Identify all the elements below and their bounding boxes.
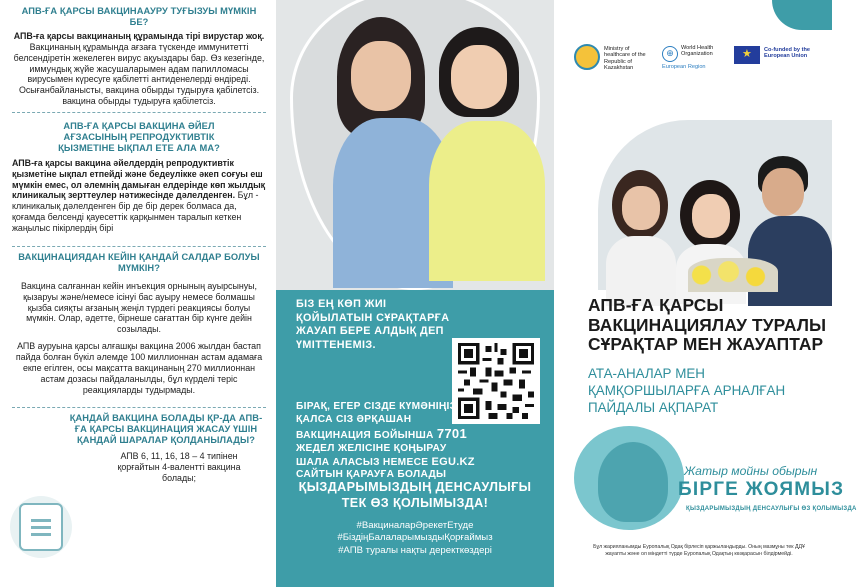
slogan: ҚЫЗДАРЫМЫЗДЫҢ ДЕНСАУЛЫҒЫ ТЕК ӨЗ ҚОЛЫМЫЗДА! bbox=[298, 480, 532, 510]
eu-label: Co-funded by the European Union bbox=[764, 47, 810, 60]
question-2: АПВ-ҒА ҚАРСЫ ВАКЦИНА ӘЙЕЛ АҒЗАСЫНЫҢ РЕПРОДУКТИВТІК ҚЫЗМЕТІНЕ ЫҚПАЛ ЕТЕ АЛА МА? bbox=[58, 120, 220, 153]
funding-disclaimer: Бұл жарияланымды Еуропалық Одақ бірлесіп қаржыландырды. Оның мазмұны тек ДДҰ жауапты және ол міндетті түрде Еуропалық Одақтың көзқарасын білдірмейді. bbox=[593, 544, 805, 557]
who-logo-icon: ⊕ bbox=[662, 46, 678, 62]
website-link[interactable]: EGU.KZ bbox=[431, 455, 475, 468]
eu-flag-icon bbox=[734, 46, 760, 64]
answer-1-bold: АПВ-ға қарсы вакцинаның құрамында тірі вирустар жоқ. bbox=[13, 30, 265, 41]
answer-2-bold: АПВ-ға қарсы вакцина әйелдердің репродуктивтік қызметіне ықпал етпейді және бедеулікке әкеп соғуы еш мүмкін емес, ол әлемнің дамыған елдерінде көп жылдық клиникалық зерттеулер нәтижесінде дәлелденген. bbox=[12, 157, 266, 201]
hotline-text: БІРАҚ, ЕГЕР СІЗДЕ КҮМӘНІҢІЗ ҚАЛСА СІЗ ӘРҚАШАН ВАКЦИНАЦИЯ БОЙЫНША 7701 ЖЕДЕЛ ЖЕЛІСІНЕ ҚОҢЫРАУ ШАЛА АЛАСЫЗ НЕМЕСЕ EGU.KZ САЙТЫН ҚАРАУҒА БОЛАДЫ bbox=[296, 401, 475, 481]
family-photo bbox=[598, 120, 832, 290]
question-4: ҚАНДАЙ ВАКЦИНА БОЛАДЫ ҚР-ДА АПВ-ҒА ҚАРСЫ ВАКЦИНАЦИЯ ЖАСАУ ҮШІН ҚАНДАЙ ШАРАЛАР ҚОЛДАНЫЛАДЫ? bbox=[69, 413, 263, 446]
kazakhstan-emblem-icon bbox=[574, 44, 600, 70]
corner-decoration bbox=[772, 0, 832, 30]
question-1: АПВ-ҒА ҚАРСЫ ВАКЦИНААУРУ ТУҒЫЗУЫ МҮМКІН БЕ? bbox=[21, 6, 257, 27]
brochure-title: АПВ-ҒА ҚАРСЫ ВАКЦИНАЦИЯЛАУ ТУРАЛЫ СҰРАҚТАР МЕН ЖАУАПТАР bbox=[588, 295, 827, 355]
campaign-line-2: БІРГЕ ЖОЯМЫЗ bbox=[678, 479, 845, 500]
certificate-icon bbox=[10, 496, 72, 558]
left-panel bbox=[0, 0, 276, 587]
middle-panel bbox=[276, 0, 554, 587]
answer-2: Бұл - клиникалық дәлелденген бір де бір дерек болмаса да, қоғамда белсенді қауесеттік қарқынмен таралып кеткен жаңылыс пікірлердің бірі bbox=[12, 190, 259, 234]
answer-3a: Вакцина салғаннан кейін инъекция орнының ауырсынуы, қызаруы және/немесе ісінуі бас ауыру немесе болмашы қызба сияқты ағзаның жеңіл түрдегі реакциясы болуы мүмкін. Олар, әдетте, бірнеше сағаттан бір күнге дейін созылады. bbox=[20, 280, 258, 335]
hashtag: #БіздіңБалаларымыздыҚорғаймыз bbox=[337, 532, 493, 544]
divider bbox=[12, 246, 266, 247]
divider bbox=[12, 112, 266, 113]
answer-4: АПВ 6, 11, 16, 18 – 4 типінен қорғайтын 4-валентті вакцина болады; bbox=[117, 451, 241, 484]
right-panel bbox=[554, 0, 857, 587]
hashtag-list bbox=[276, 520, 554, 557]
hotline-number[interactable]: 7701 bbox=[436, 426, 467, 442]
campaign-line-1: Жатыр мойны обырын bbox=[684, 464, 818, 478]
ministry-label: Ministry of healthcare of the Republic of Kazakhstan bbox=[604, 46, 646, 72]
brochure-subtitle: АТА-АНАЛАР МЕН ҚАМҚОРШЫЛАРҒА АРНАЛҒАН ПАЙДАЛЫ АҚПАРАТ bbox=[588, 366, 786, 415]
hope-text: БІЗ ЕҢ КӨП ЖИІ ҚОЙЫЛАТЫН СҰРАҚТАРҒА ЖАУАП БЕРЕ АЛДЫҚ ДЕП ҮМІТТЕНЕМІЗ. bbox=[296, 298, 450, 351]
who-region-label: European Region bbox=[662, 64, 706, 70]
who-label: World Health Organization bbox=[681, 45, 714, 58]
flowers bbox=[688, 258, 778, 292]
answer-1: Вакцинаның құрамында ағзаға түскенде иммунитетті белсендіретін жекелеген вирус ақуыздары бар. Өз кезегінде, иммундық жүйе жасушаларымен адам папилломасы вирусымен күресуге қабілетті антиденелерді өндіреді. Осығанбайланысты, вакцина обырды тудыруға қабілетсіз. вакцина обырды тудыруға қабілетсіз. bbox=[13, 41, 265, 107]
campaign-line-3: ҚЫЗДАРЫМЫЗДЫҢ ДЕНСАУЛЫҒЫ ӨЗ ҚОЛЫМЫЗДА bbox=[686, 506, 857, 512]
divider bbox=[12, 407, 266, 408]
hashtag: #АПВ туралы нақты деректкөздері bbox=[338, 544, 492, 556]
answer-3b: АПВ ауруына қарсы алғашқы вакцина 2006 жылдан бастап пайда болған бүкіл әлемде 100 миллионнан астам адамаға екпе егілген, осы мақсатта вакцинаның 270 миллионнан астам дозасы пайдаланылды, бұл күрделі терiс реакцияларды тудырмады. bbox=[15, 341, 263, 395]
question-3: ВАКЦИНАЦИЯДАН КЕЙІН ҚАНДАЙ САЛДАР БОЛУЫ МҮМКІН? bbox=[18, 251, 260, 273]
mother-daughter-photo bbox=[276, 0, 554, 290]
partner-logos bbox=[574, 42, 824, 74]
hashtag: #ВакциналарӘрекетЕтуде bbox=[356, 520, 474, 531]
campaign-logo bbox=[574, 422, 857, 534]
